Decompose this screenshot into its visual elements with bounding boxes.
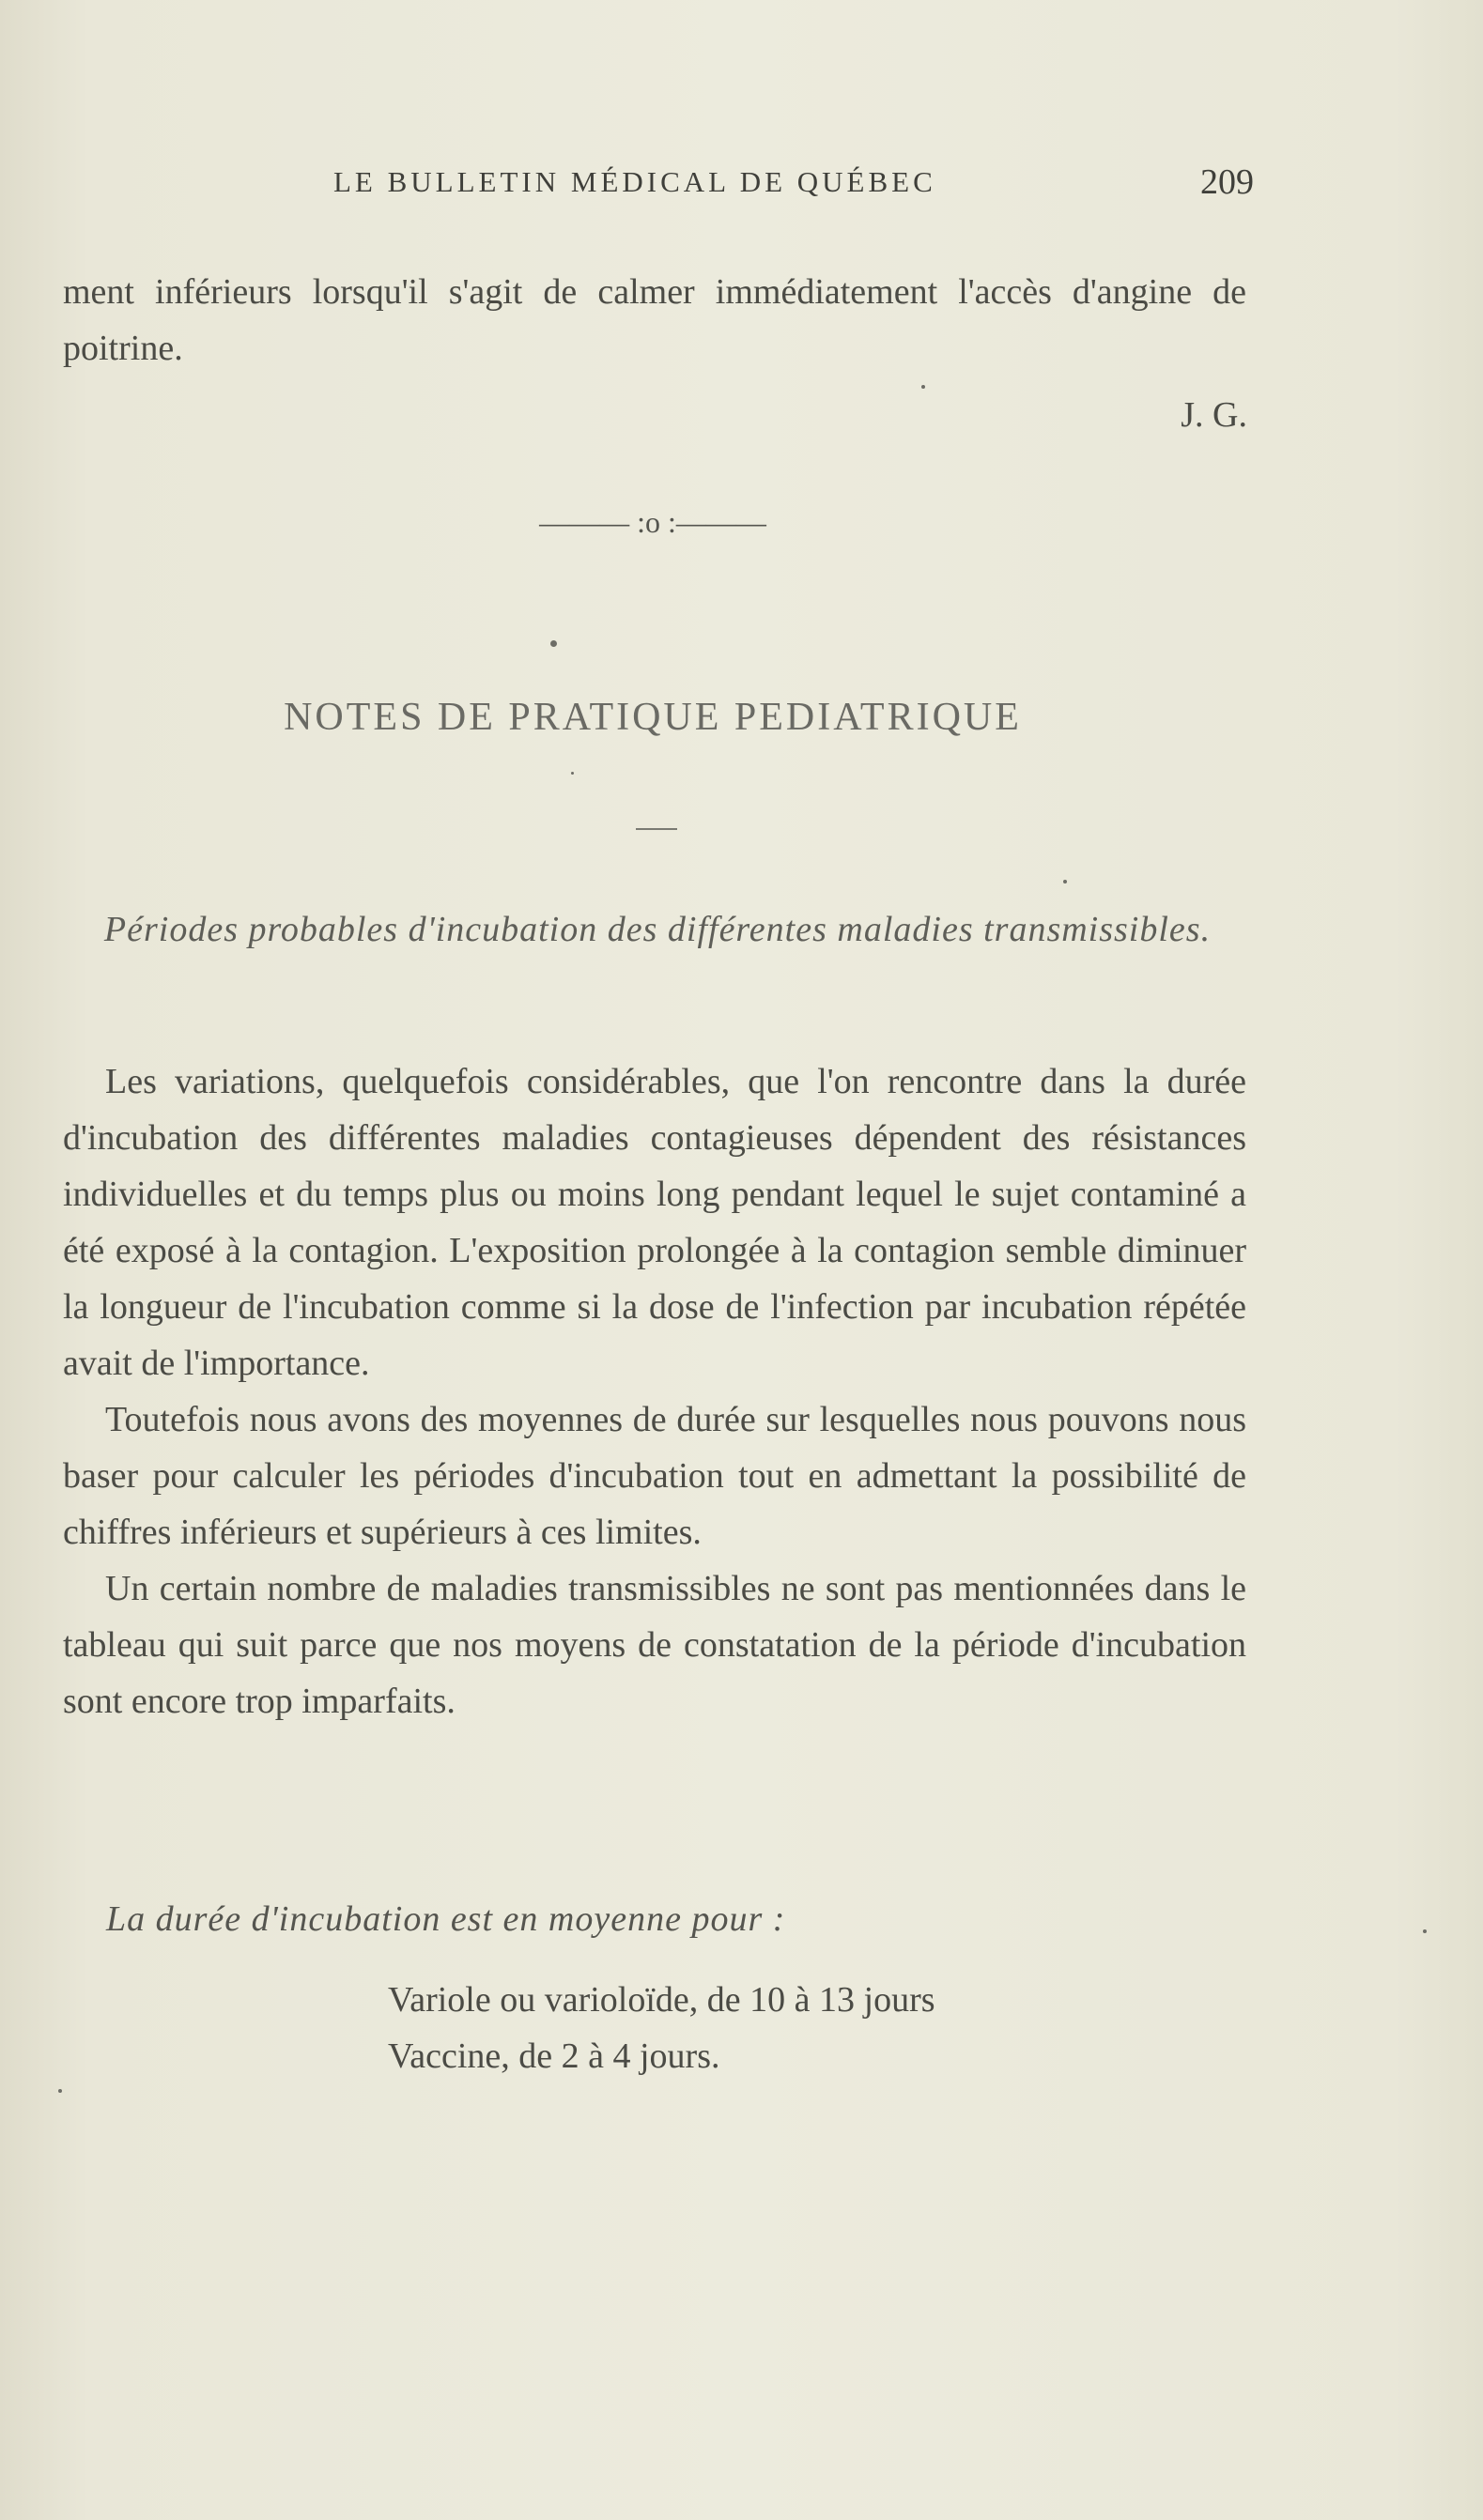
title-rule bbox=[636, 828, 677, 830]
body-paragraph: Un certain nombre de maladies transmissibles ne sont pas mentionnées dans le tableau qui suit parce que nos moyens de constatation de la période d'incubation sont encore trop imparfaits. bbox=[63, 1569, 1246, 1721]
ink-speck bbox=[921, 385, 925, 389]
continuation-paragraph: ment inférieurs lorsqu'il s'agit de calmer immédiatement l'accès d'angine de poitrine. bbox=[63, 272, 1246, 368]
body-paragraph: Toutefois nous avons des moyennes de durée sur lesquelles nous pouvons nous baser pour calculer les périodes d'incubation tout en admettant la possibilité de chiffres inférieurs et supérieurs à ces limites. bbox=[63, 1400, 1246, 1552]
incubation-list bbox=[388, 1972, 935, 2084]
body-paragraph: Les variations, quelquefois considérables, que l'on rencontre dans la durée d'incubation des différentes maladies contagieuses dépendent des résistances individuelles et du temps plus ou moins long pendant lequel le sujet contaminé a été exposé à la contagion. L'exposition prolongée à la contagion semble diminuer la longueur de l'incubation comme si la dose de l'infection par incubation répétée avait de l'importance. bbox=[63, 1062, 1246, 1383]
ink-speck bbox=[571, 772, 574, 775]
section-title: NOTES DE PRATIQUE PEDIATRIQUE bbox=[284, 696, 1022, 739]
list-intro: La durée d'incubation est en moyenne pour : bbox=[106, 1899, 786, 1939]
page-number: 209 bbox=[1200, 162, 1254, 202]
section-separator: ——— :o :——— bbox=[539, 505, 766, 539]
running-title: LE BULLETIN MÉDICAL DE QUÉBEC bbox=[333, 165, 936, 198]
list-item: Variole ou varioloïde, de 10 à 13 jours bbox=[388, 1980, 935, 2020]
article-subtitle: Périodes probables d'incubation des différentes maladies transmissibles. bbox=[103, 910, 1212, 949]
ink-speck bbox=[550, 640, 557, 647]
article-body bbox=[63, 1053, 1246, 1729]
ink-speck bbox=[1063, 880, 1067, 884]
page-header bbox=[333, 162, 1254, 212]
ink-speck bbox=[58, 2089, 62, 2093]
author-signature: J. G. bbox=[1181, 395, 1247, 435]
ink-speck bbox=[1423, 1929, 1427, 1933]
list-item: Vaccine, de 2 à 4 jours. bbox=[388, 2036, 720, 2076]
